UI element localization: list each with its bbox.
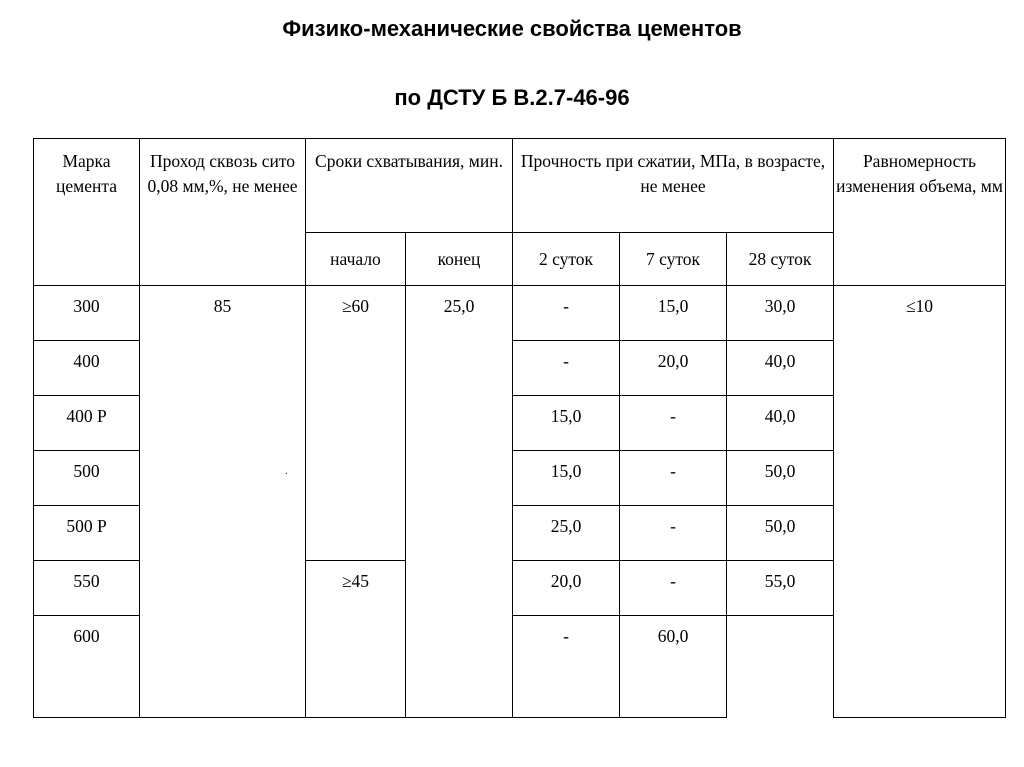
cell-28-days	[727, 616, 834, 718]
stray-mark: .	[285, 466, 288, 477]
cell-grade: 500	[34, 451, 140, 506]
cell-28-days: 40,0	[727, 396, 834, 451]
cell-2-days: -	[513, 341, 620, 396]
cell-grade: 550	[34, 561, 140, 616]
header-grade: Марка цемента	[34, 139, 140, 286]
cell-7-days: -	[620, 451, 727, 506]
cell-7-days: -	[620, 396, 727, 451]
title-line-2: по ДСТУ Б В.2.7-46-96	[394, 85, 630, 110]
cell-grade: 300	[34, 286, 140, 341]
cell-28-days: 50,0	[727, 506, 834, 561]
header-uniformity: Равномерность изменения объема, мм	[834, 139, 1006, 286]
table-row	[34, 286, 1006, 341]
cell-setting-start-2: ≥45	[306, 561, 406, 718]
cell-28-days: 55,0	[727, 561, 834, 616]
cell-2-days: 25,0	[513, 506, 620, 561]
header-setting: Сроки схватывания, мин.	[306, 139, 513, 233]
cell-7-days: -	[620, 561, 727, 616]
cell-grade: 400 Р	[34, 396, 140, 451]
header-28-days: 28 суток	[727, 233, 834, 286]
cell-2-days: 15,0	[513, 396, 620, 451]
cell-2-days: 20,0	[513, 561, 620, 616]
header-setting-start: начало	[306, 233, 406, 286]
cement-properties-table	[33, 138, 1006, 718]
cell-7-days: 60,0	[620, 616, 727, 718]
cell-28-days: 50,0	[727, 451, 834, 506]
header-7-days: 7 суток	[620, 233, 727, 286]
cell-2-days: -	[513, 286, 620, 341]
header-strength: Прочность при сжатии, МПа, в возрасте, не менее	[513, 139, 834, 233]
cell-grade: 600	[34, 616, 140, 718]
cell-2-days: -	[513, 616, 620, 718]
cell-uniformity: ≤10	[834, 286, 1006, 718]
cell-grade: 400	[34, 341, 140, 396]
cell-sieve: 85	[140, 286, 306, 718]
header-2-days: 2 суток	[513, 233, 620, 286]
header-sieve: Проход сквозь сито 0,08 мм,%, не менее	[140, 139, 306, 286]
header-setting-end: конец	[406, 233, 513, 286]
cell-28-days: 40,0	[727, 341, 834, 396]
cell-2-days: 15,0	[513, 451, 620, 506]
cell-grade: 500 Р	[34, 506, 140, 561]
cell-7-days: 20,0	[620, 341, 727, 396]
cell-28-days: 30,0	[727, 286, 834, 341]
title-line-1: Физико-механические свойства цементов	[282, 16, 742, 41]
cell-setting-start-1: ≥60	[306, 286, 406, 561]
cell-7-days: 15,0	[620, 286, 727, 341]
cell-7-days: -	[620, 506, 727, 561]
cell-setting-end: 25,0	[406, 286, 513, 718]
